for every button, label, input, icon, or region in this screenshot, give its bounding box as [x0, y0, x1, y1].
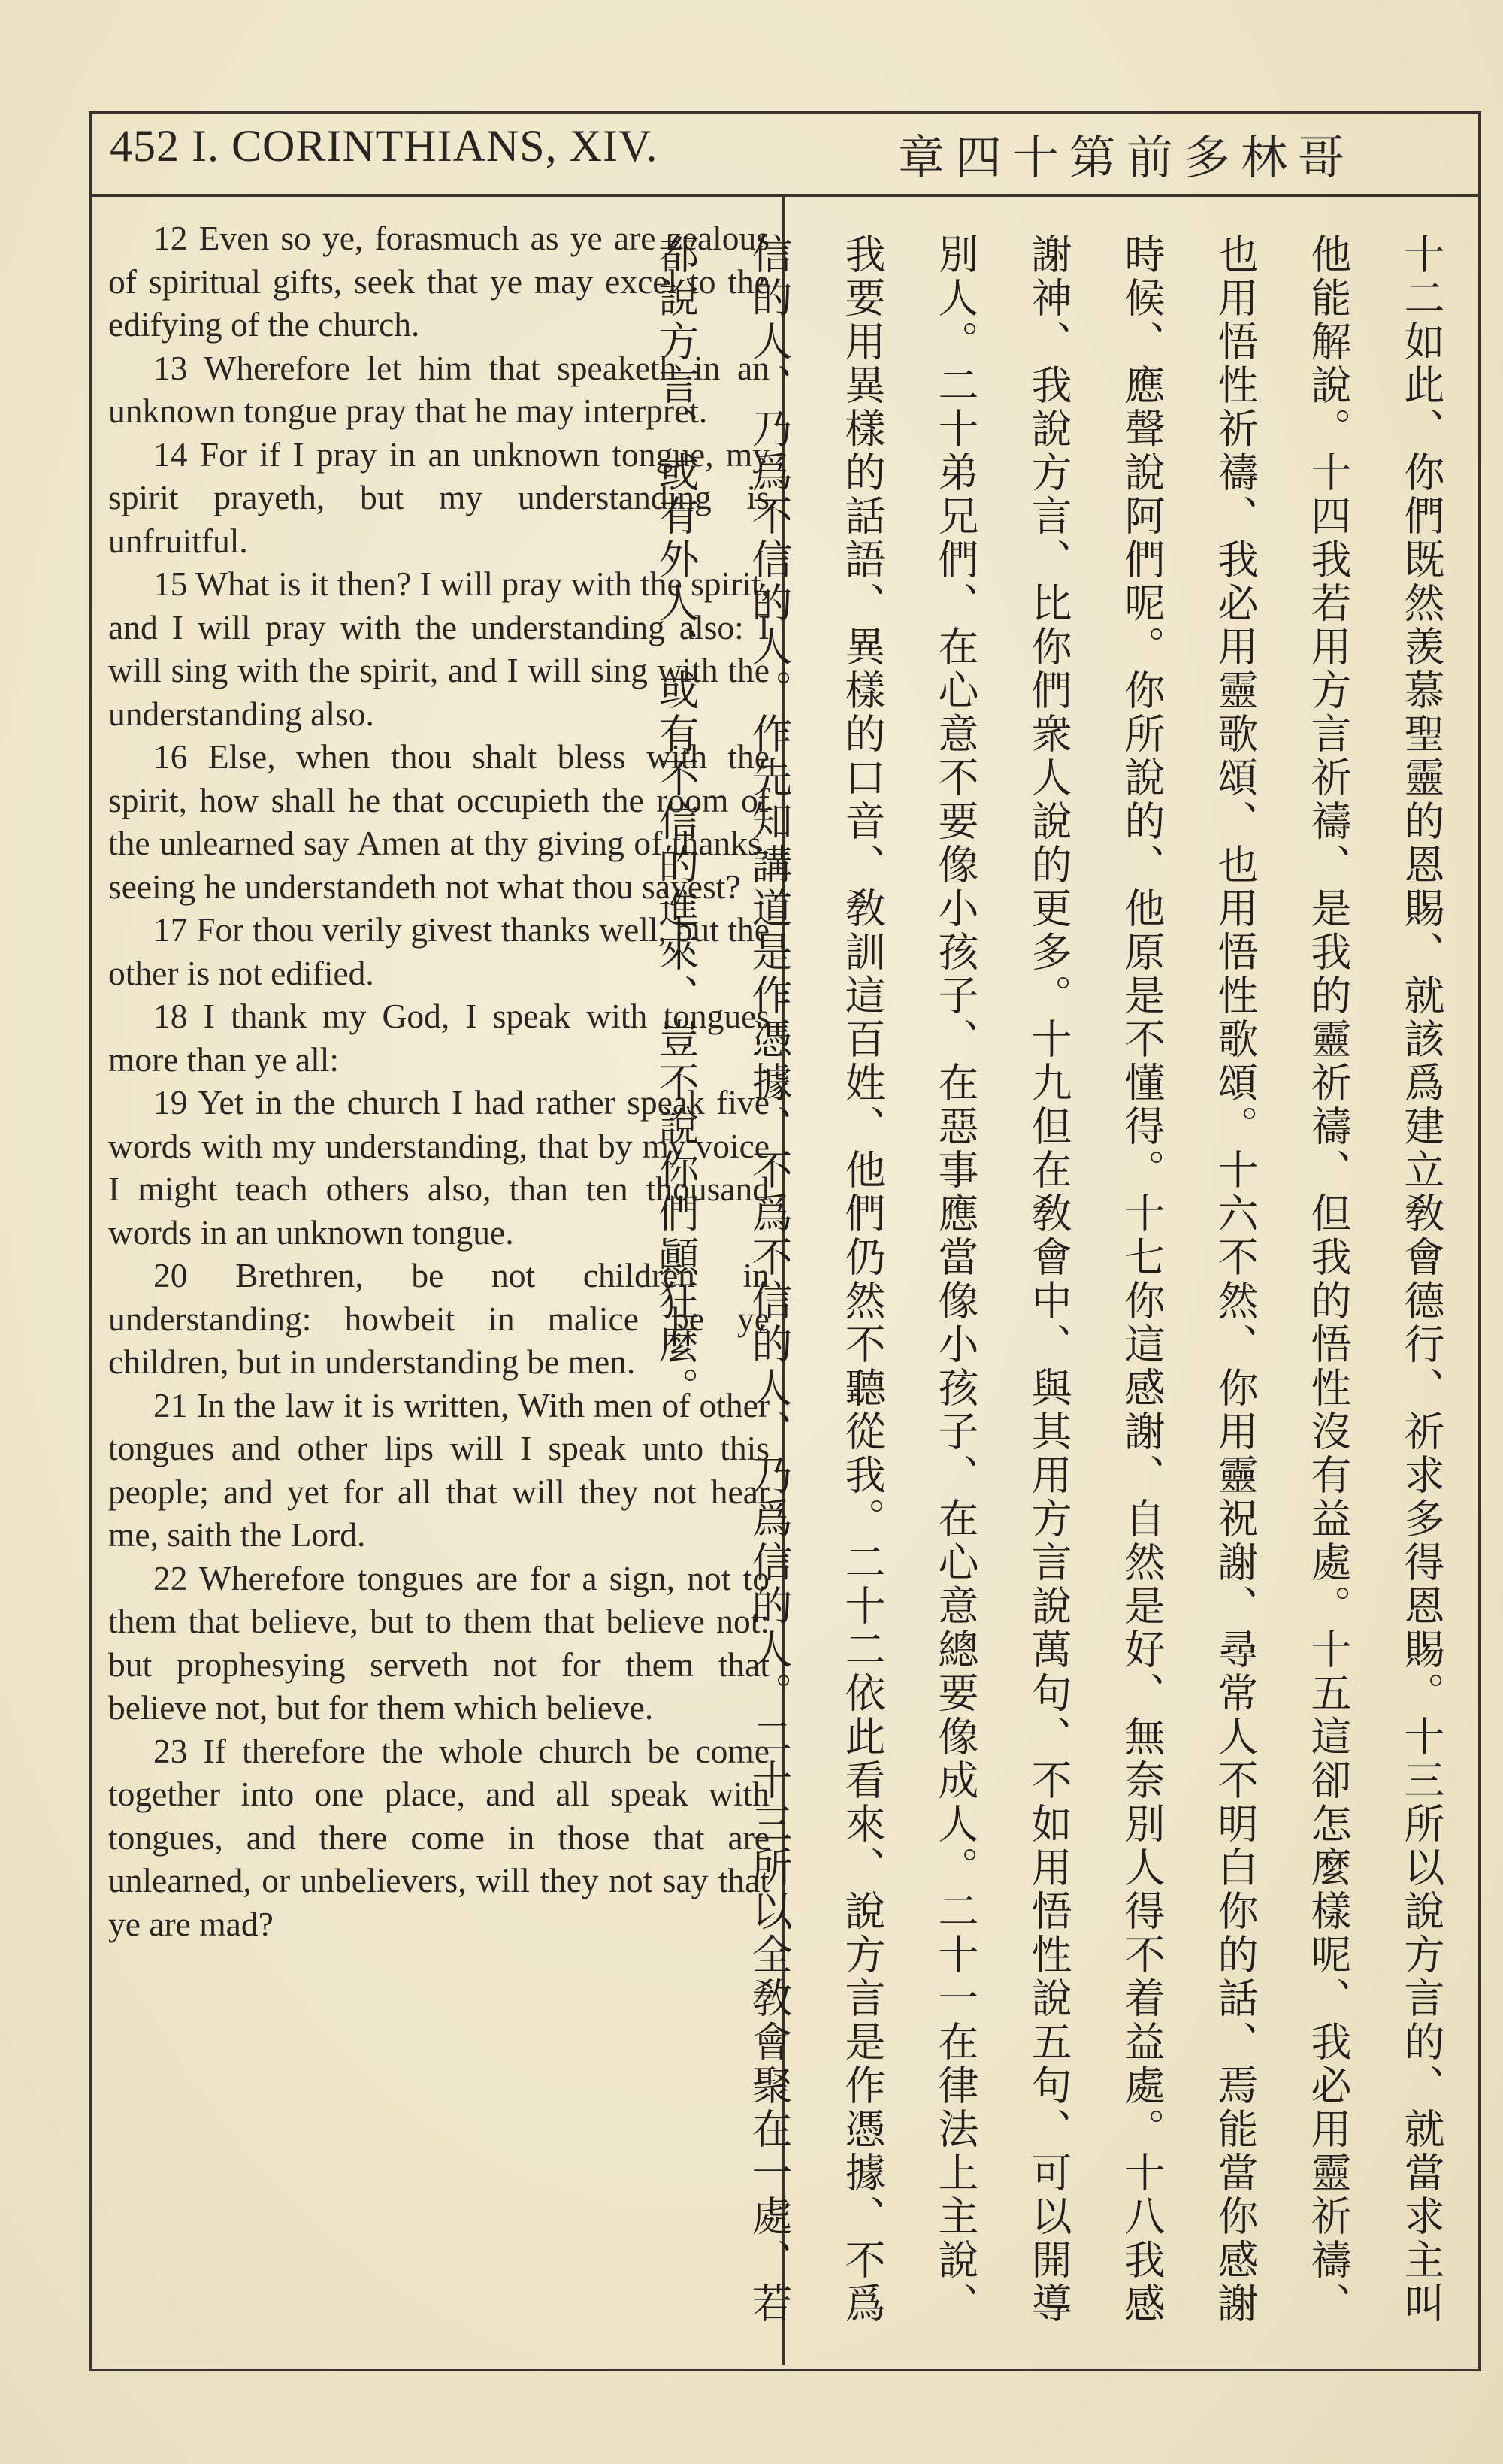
verse-12: 12 Even so ye, forasmuch as ye are zealous of spiritual gifts, seek that ye may excel to the edifying of the church. [108, 219, 770, 344]
running-header-english: 452 I. CORINTHIANS, XIV. [110, 121, 658, 171]
verse-21: 21 In the law it is written, With men of other tongues and other lips will I speak unto this people; and yet for all that will they not hear me, saith the Lord. [108, 1385, 770, 1554]
verse-19: 19 Yet in the church I had rather speak five words with my understanding, that by my voice I might teach others also, than ten thousand words in an unknown tongue. [108, 1083, 770, 1252]
verse-22: 22 Wherefore tongues are for a sign, not to them that believe, but to them that believe not: but prophesying serveth not for them that believe not, but for them which believe. [108, 1558, 770, 1727]
verse-17: 17 For thou verily givest thanks well, but the other is not edified. [108, 910, 770, 992]
verse-20: 20 Brethren, be not children in understanding: howbeit in malice be ye children, but in understanding be men. [108, 1256, 770, 1381]
chinese-column: 十二如此、你們既然羡慕聖靈的恩賜、就該爲建立敎會德行、祈求多得恩賜。十三所以說方言的、就當求主叫他能解說。十四我若用方言祈禱、是我的靈祈禱、但我的悟性沒有益處。十五這卻怎麼樣呢、我必用靈祈禱、也用悟性祈禱、我必用靈歌頌、也用悟性歌頌。十六不然、你用靈祝謝、尋常人不明白你的話、焉能當你感謝時候、應聲說阿們呢。你所說的、他原是不懂得。十七你這感謝、自然是好、無奈別人得不着益處。十八我感謝神、我說方言、比你們衆人說的更多。十九但在敎會中、與其用方言說萬句、不如用悟性說五句、可以開導別人。二十弟兄們、在心意不要像小孩子、在惡事應當像小孩子、在心意總要像成人。二十一在律法上主說、我要用異樣的話語、異樣的口音、敎訓這百姓、他們仍然不聽從我。二十二依此看來、說方言是作憑據、不爲信的人、乃爲不信的人。作先知講道是作憑據、不爲不信的人、乃爲信的人。二十三所以全敎會聚在一處、若都說方言、或有外人、或有不信的進來、豈不說你們顚狂麼。 [652, 233, 1445, 2326]
verse-14: 14 For if I pray in an unknown tongue, my spirit prayeth, but my understanding is unfruitful. [108, 434, 770, 560]
verse-23: 23 If therefore the whole church be come together into one place, and all speak with tongues, and there come in those that are unlearned, or unbelievers, will they not say that ye are mad? [108, 1731, 770, 1943]
verse-13: 13 Wherefore let him that speaketh in an unknown tongue pray that he may interpret. [108, 348, 770, 430]
verse-16: 16 Else, when thou shalt bless with the spirit, how shall he that occupieth the room of the unlearned say Amen at thy giving of thanks, seeing he understandeth not what thou sayest? [108, 737, 770, 906]
verse-15: 15 What is it then? I will pray with the spirit, and I will pray with the understanding also: I will sing with the spirit, and I will sing with the understanding also. [108, 565, 770, 733]
running-header-chinese: 章四十第前多林哥 [898, 130, 1356, 185]
verse-18: 18 I thank my God, I speak with tongues more than ye all: [108, 997, 770, 1079]
